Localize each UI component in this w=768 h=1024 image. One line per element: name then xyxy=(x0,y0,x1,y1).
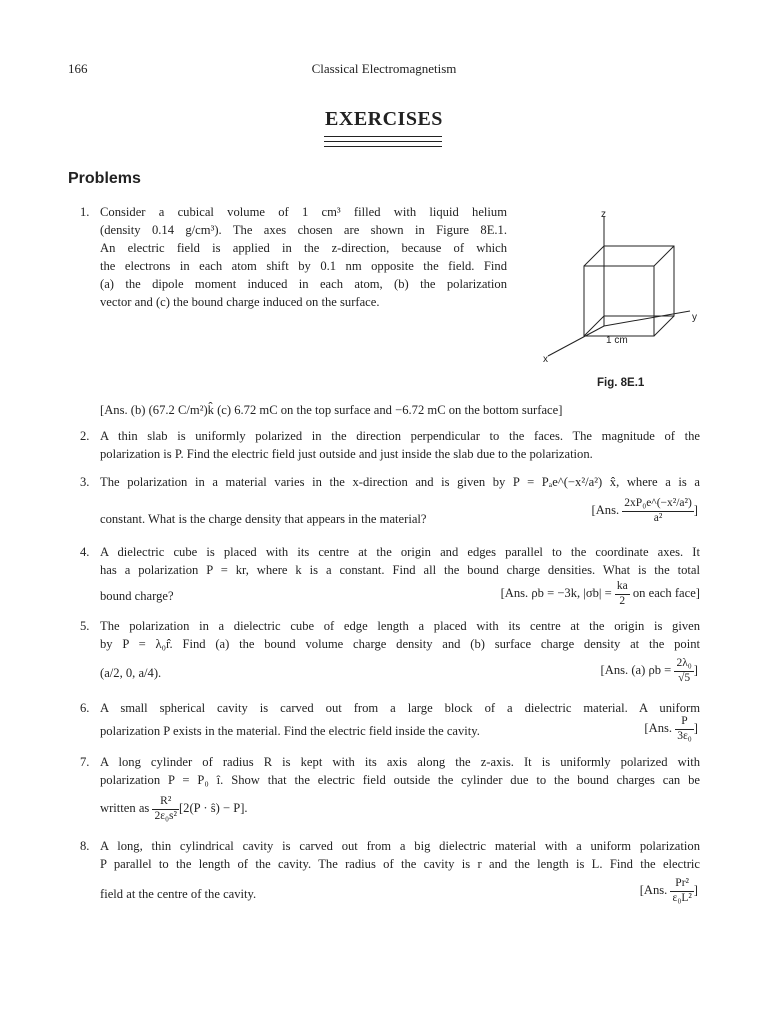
problem-4-line: A dielectric cube is placed with its centre at the origin and edges parallel to the coordinate axes. It xyxy=(100,545,700,559)
problem-1-line: (density 0.14 g/cm³). The axes chosen are shown in Figure 8E.1. xyxy=(100,223,507,237)
problem-5-line: The polarization in a dielectric cube of edge length a placed with its centre at the origin is given xyxy=(100,619,700,633)
section-heading: Problems xyxy=(68,170,141,187)
problem-8-line: P parallel to the length of the cavity. The radius of the cavity is r and the length is L. Find the electric xyxy=(100,857,700,871)
figure-caption: Fig. 8E.1 xyxy=(597,377,645,389)
page-title: EXERCISES xyxy=(325,108,443,130)
problem-7-line: polarization P = P₀ î. Show that the electric field outside the cylinder due to the bound charges can be xyxy=(100,773,700,787)
problem-2-line: polarization is P. Find the electric field just outside and just inside the slab due to the polarization. xyxy=(100,447,593,461)
problem-6-answer: [Ans. $\frac{P}{\text{3ε₀}}$ ] xyxy=(644,715,698,742)
problem-5-number: 5. xyxy=(80,619,90,633)
x-label: x xyxy=(543,354,548,365)
problem-8-line: field at the centre of the cavity. xyxy=(100,887,257,901)
problem-2-line: A thin slab is uniformly polarized in the direction perpendicular to the faces. The magnitude of the xyxy=(100,429,700,443)
problem-5-answer: [Ans. (a) ρb = $\frac{\text{2λ₀}}{√5}$ ] xyxy=(600,657,698,684)
x-axis xyxy=(548,326,604,356)
problem-1-line: the electrons in each atom shift by 0.1 nm opposite the field. Find xyxy=(100,259,507,273)
problem-4-answer: [Ans. ρb = −3k, |σb| = $\frac{ka}{2}$ on each face] xyxy=(500,580,700,607)
problem-3-answer: [Ans. $\frac{\text{2xP₀e\textasciicircum{}(−x²/a²)}}{\text{a²}}$ ] xyxy=(591,497,698,524)
problem-8-line: A long, thin cylindrical cavity is carved out from a big dielectric material with a uniform polarization xyxy=(100,839,700,853)
problem-6-number: 6. xyxy=(80,701,90,715)
running-title: Classical Electromagnetism xyxy=(311,61,457,76)
problem-1-answer: [Ans. (b) (67.2 C/m²)k̂ (c) 6.72 mC on the top surface and −6.72 mC on the bottom surface] xyxy=(100,403,563,417)
problem-8-number: 8. xyxy=(80,839,90,853)
problem-4-number: 4. xyxy=(80,545,90,559)
problem-4-line: bound charge? xyxy=(100,589,174,603)
problem-3-line: The polarization in a material varies in the x-direction and is given by P = Pₐe^(−x²/a²) x̂, where a is a xyxy=(100,475,700,489)
title-underline-2 xyxy=(324,141,442,142)
problem-6-line: polarization P exists in the material. Find the electric field inside the cavity. xyxy=(100,724,480,738)
problem-1-line: Consider a cubical volume of 1 cm³ filled with liquid helium xyxy=(100,205,507,219)
problem-7-line: written as $\frac{\text{R²}}{\text{2ε₀s²}}$ [2(P · ŝ) − P]. xyxy=(100,795,248,822)
y-label: y xyxy=(692,312,697,323)
page-number: 166 xyxy=(68,61,88,76)
problem-3-line: constant. What is the charge density that appears in the material? xyxy=(100,512,427,526)
problem-3-number: 3. xyxy=(80,475,90,489)
cube-figure xyxy=(540,206,710,366)
problem-1-number: 1. xyxy=(80,205,90,219)
problem-1-line: (a) the dipole moment induced in each atom, (b) the polarization xyxy=(100,277,507,291)
problem-7-number: 7. xyxy=(80,755,90,769)
y-axis xyxy=(604,311,690,326)
problem-8-answer: [Ans. $\frac{\text{Pr²}}{\text{ε₀L²}}$ ] xyxy=(639,877,698,904)
problem-1-line: vector and (c) the bound charge induced on the surface. xyxy=(100,295,380,309)
title-underline-1 xyxy=(324,136,442,137)
problem-4-line: has a polarization P = kr, where k is a constant. Find all the bound charge densities. What is the total xyxy=(100,563,700,577)
problem-6-line: A small spherical cavity is carved out from a large block of a dielectric material. A uniform xyxy=(100,701,700,715)
z-label: z xyxy=(601,209,606,220)
problem-1-line: An electric field is applied in the z-direction, because of which xyxy=(100,241,507,255)
problem-7-line: A long cylinder of radius R is kept with its axis along the z-axis. It is uniformly polarized with xyxy=(100,755,700,769)
edge-label: 1 cm xyxy=(606,335,628,346)
title-underline-3 xyxy=(324,146,442,147)
problem-2-number: 2. xyxy=(80,429,90,443)
problem-5-line: by P = λ₀r̂. Find (a) the bound volume charge density and (b) surface charge density at the point xyxy=(100,637,700,651)
problem-5-line: (a/2, 0, a/4). xyxy=(100,666,162,680)
